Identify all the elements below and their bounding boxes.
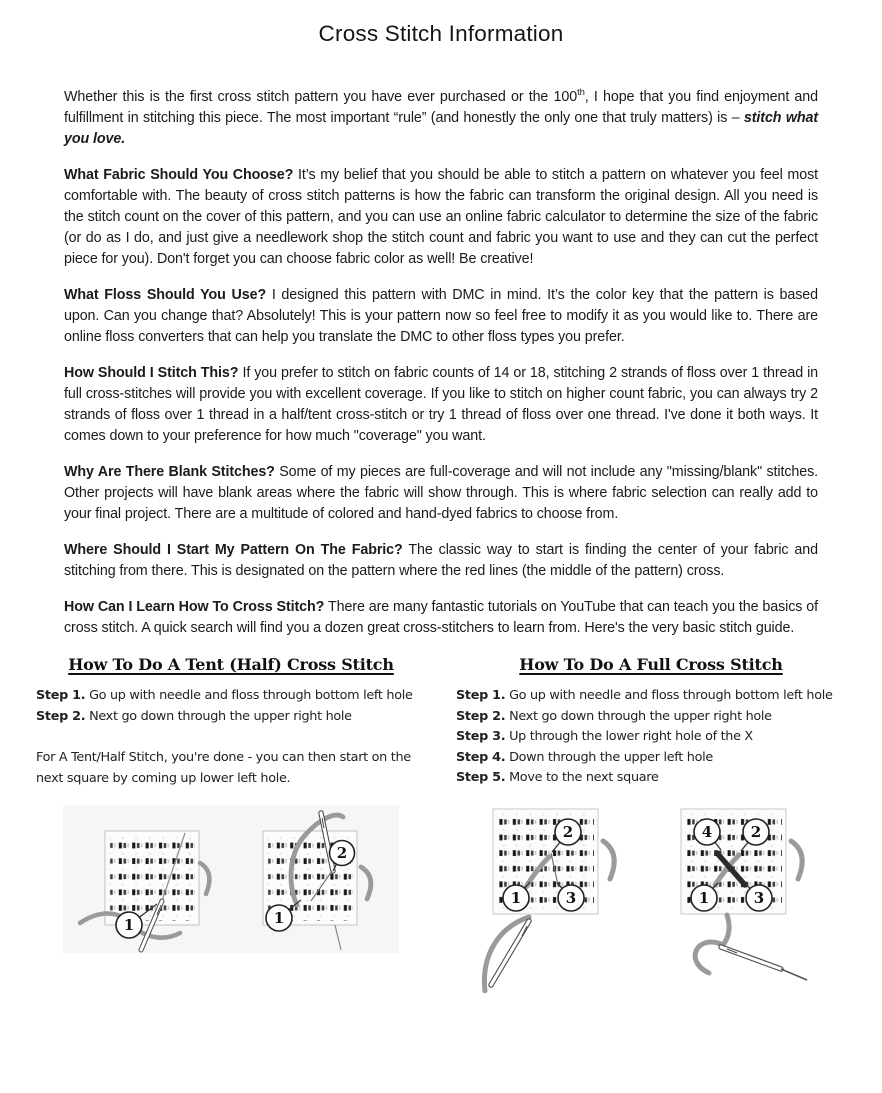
svg-text:2: 2 (750, 822, 762, 841)
full-step-4 (456, 748, 846, 769)
tent-stitch-guide (36, 655, 426, 993)
floss-question: What Floss Should You Use? (64, 287, 267, 303)
step-label: Step 4. (456, 749, 506, 765)
stitch-question: How Should I Stitch This? (64, 365, 239, 381)
full-guide-heading: How To Do A Full Cross Stitch (519, 655, 783, 674)
intro-emphasis: stitch what you love. (64, 110, 818, 147)
tent-guide-heading: How To Do A Tent (Half) Cross Stitch (68, 655, 394, 674)
svg-text:1: 1 (123, 916, 135, 934)
blank-answer: Some of my pieces are full-coverage and will not include any "missing/blank" stitches. Other projects will have blank areas where the fabric will show through. This is where fabric selection can really add to your final project. There are a multitude of colored and hand-dyed fabrics to choose from. (64, 464, 818, 522)
fabric-answer: It’s my belief that you should be able to stitch a pattern on whatever you feel most comfortable with. The beauty of cross stitch patterns is how the fabric can transform the original design. All you need is the stitch count on the cover of this pattern, and you can use an online fabric calculator to determine the size of the fabric (or do as I do, and just give a needlework shop the stitch count and fabric you want to use and they can cut the perfect piece for you). Don't forget you can choose fabric color as well! Be creative! (64, 167, 818, 267)
step-label: Step 1. (36, 688, 86, 703)
step-text: Next go down through the upper right hole (85, 708, 352, 724)
needle-icon (721, 947, 807, 980)
step-label: Step 2. (36, 708, 86, 724)
ordinal-suffix: th (577, 87, 585, 99)
step-text: Go up with needle and floss through bottom left hole (505, 688, 833, 703)
tent-guide-note: For A Tent/Half Stitch, you're done - you can then start on the next square by coming up lower left hole. (36, 750, 411, 786)
svg-text:1: 1 (510, 888, 522, 907)
paragraph-floss (64, 285, 818, 348)
full-step-1 (456, 686, 846, 707)
paragraph-blank (64, 462, 818, 525)
step-text: Next go down through the upper right hole (505, 708, 772, 724)
step-text: Up through the lower right hole of the X (505, 729, 753, 744)
svg-text:3: 3 (565, 888, 577, 907)
full-diagram-photos (456, 797, 846, 993)
step-label: Step 2. (456, 708, 506, 724)
paragraph-fabric (64, 165, 818, 270)
stitch-guides-section (0, 655, 882, 993)
paragraph-intro (64, 87, 818, 150)
blank-question: Why Are There Blank Stitches? (64, 464, 275, 480)
step-text: Move to the next square (505, 770, 659, 785)
start-answer: The classic way to start is finding the center of your fabric and stitching from there. This is designated on the pattern where the red lines (the middle of the pattern) cross. (64, 542, 818, 579)
tent-step-2 (36, 707, 426, 728)
full-step-5 (456, 768, 846, 789)
svg-text:2: 2 (562, 822, 574, 841)
aida-fabric-swatch (105, 831, 199, 925)
svg-text:1: 1 (273, 909, 285, 927)
fabric-question: What Fabric Should You Choose? (64, 167, 294, 183)
tent-step1-diagram (77, 805, 227, 953)
intro-text-cont: , I hope that you find enjoyment and fulfillment in stitching this piece. The most important “rule” (and honestly the only one that truly matters) is – (64, 89, 818, 126)
tent-steps-list (36, 686, 426, 727)
intro-text: Whether this is the first cross stitch pattern you have ever purchased or the 100 (64, 89, 578, 105)
paragraph-learn (64, 597, 818, 639)
svg-text:2: 2 (336, 844, 348, 862)
step-text: Down through the upper left hole (505, 749, 713, 765)
full-step13-diagram (471, 797, 643, 993)
step-label: Step 5. (456, 770, 506, 785)
stitch-answer: If you prefer to stitch on fabric counts of 14 or 18, stitching 2 strands of floss over 1 thread in full cross-stitches will provide you with excellent coverage. If you like to stitch on higher count fabric, you can always try 2 strands of floss over 1 thread in a half/tent cross-stitch or try 1 thread of floss over one thread. I've done it both ways. It comes down to your preference for how much "coverage" you want. (64, 365, 818, 444)
svg-text:1: 1 (698, 888, 710, 907)
full-step15-diagram (659, 797, 831, 993)
paragraph-stitch (64, 363, 818, 447)
learn-answer: There are many fantastic tutorials on YouTube that can teach you the basics of cross stitch. A quick search will find you a dozen great cross-stitchers to learn from. Here's the very basic stitch guide. (64, 599, 818, 636)
svg-text:4: 4 (701, 822, 713, 841)
tent-diagram-photos (63, 805, 399, 953)
step-text: Go up with needle and floss through bottom left hole (85, 688, 413, 703)
body-content (0, 87, 882, 639)
step-label: Step 1. (456, 688, 506, 703)
full-stitch-guide (456, 655, 846, 993)
tent-step-1 (36, 686, 426, 707)
full-step-2 (456, 707, 846, 728)
floss-answer: I designed this pattern with DMC in mind. It’s the color key that the pattern is based upon. Can you change that? Absolutely! This is your pattern now so feel free to modify it as you would like to. There are online floss converters that can help you translate the DMC to other floss types you prefer. (64, 287, 818, 345)
number-badge-3 (745, 884, 772, 911)
full-step-3 (456, 727, 846, 748)
full-steps-list (456, 686, 846, 789)
learn-question: How Can I Learn How To Cross Stitch? (64, 599, 325, 615)
paragraph-start (64, 540, 818, 582)
start-question: Where Should I Start My Pattern On The Fabric? (64, 542, 403, 558)
tent-step2-diagram (235, 805, 385, 953)
page-title: Cross Stitch Information (318, 21, 564, 46)
step-label: Step 3. (456, 729, 506, 744)
svg-text:3: 3 (753, 888, 765, 907)
